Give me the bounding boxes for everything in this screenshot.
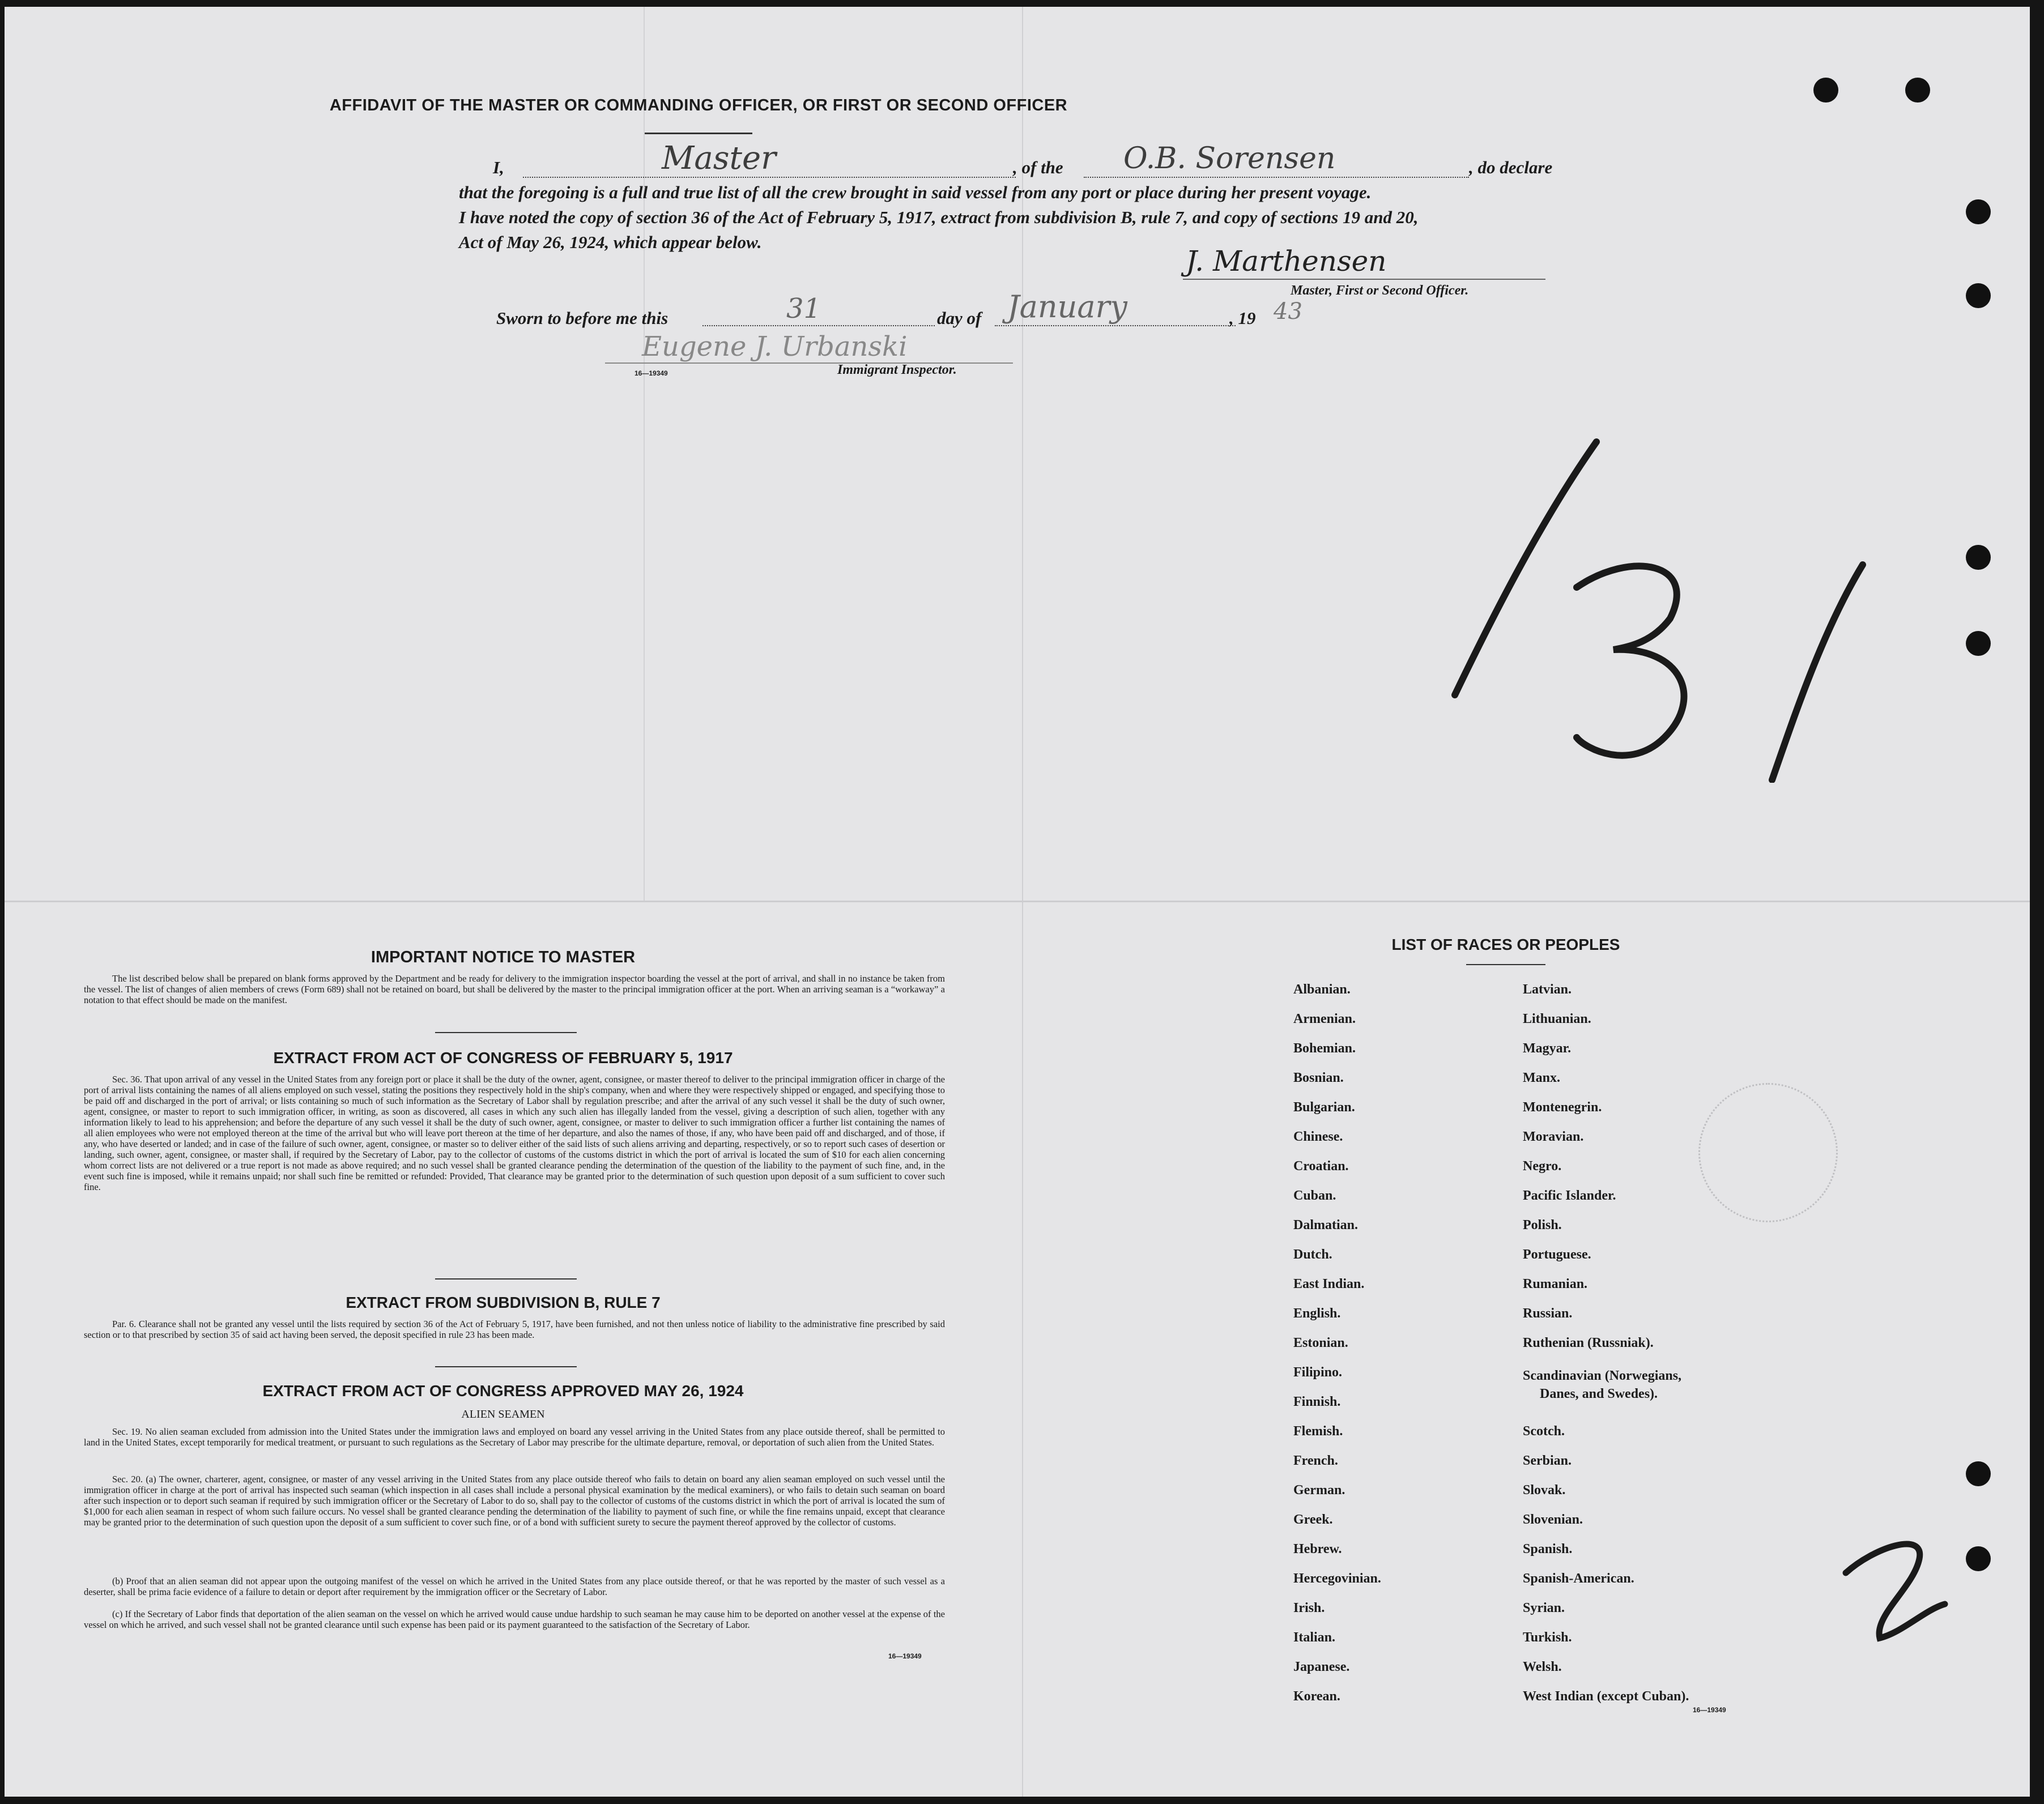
race-item: Lithuanian. (1523, 1012, 1591, 1026)
race-item: Slovenian. (1523, 1512, 1583, 1527)
inspector-signature: Eugene J. Urbanski (642, 331, 908, 362)
race-item: Flemish. (1293, 1424, 1343, 1439)
punch-hole (1966, 1546, 1991, 1571)
declaration-of-the: , of the (1013, 157, 1063, 177)
declaration-line-3: I have noted the copy of section 36 of the Act of February 5, 1917, extract from subdivision B, rule 7, and copy of sections 19 and 20, (459, 207, 1419, 227)
handwritten-date-annotation (1443, 432, 1874, 783)
race-item: Pacific Islander. (1523, 1188, 1616, 1203)
race-item: Slovak. (1523, 1483, 1566, 1498)
race-item: Latvian. (1523, 982, 1572, 997)
race-item: Cuban. (1293, 1188, 1336, 1203)
race-item: Spanish. (1523, 1542, 1573, 1556)
punch-hole (1905, 78, 1930, 103)
notice-title: IMPORTANT NOTICE TO MASTER (371, 948, 636, 966)
fold-crease-vertical-left (644, 7, 645, 902)
punch-hole (1813, 78, 1838, 103)
sworn-month: January (1007, 289, 1127, 325)
race-item: Ruthenian (Russniak). (1523, 1336, 1654, 1350)
section-20c-text: (c) If the Secretary of Labor finds that deportation of the alien seaman on the vessel on which he arrived would cause undue hardship to such seaman he may cause him to be deported on another vessel at the expense of the vessel on which he arrived, and such vessel shall not be granted clearance until such expense has been paid or its payment guaranteed to the satisfaction of the Secretary of Labor. (84, 1609, 945, 1630)
section-rule (435, 1278, 577, 1280)
notice-text: The list described below shall be prepared on blank forms approved by the Department and be ready for delivery to the immigration inspector boarding the vessel at the port of arrival, and shall in no instance be taken from the vessel. The list of changes of alien members of crews (Form 689) shall not be retained on board, but shall be delivered by the master to the principal immigration officer at the port. When an arriving seaman is a “workaway” a notation to that effect should be made on the manifest. (84, 973, 945, 1005)
race-item: Manx. (1523, 1071, 1560, 1085)
race-item: Estonian. (1293, 1336, 1348, 1350)
extract-1917-text: Sec. 36. That upon arrival of any vessel in the United States from any foreign port or place it shall be the duty of the owner, agent, consignee, or master thereof to deliver to the principal immigration officer in charge of the port of arrival lists containing the names of all aliens employed on such vessel, stating the positions they respectively hold in the ship's company, when and where they were respectively shipped or engaged, and specifying those to be paid off and discharged in the port of arrival; or lists containing so much of such information as the Secretary of Labor shall by regulation prescribe; and after the arrival of any such vessel it shall be the duty of such owner, agent, consignee, or master to report to such immigration officer, in writing, as soon as discovered, all cases in which any such alien has illegally landed from the vessel, giving a description of such alien, together with any information likely to lead to his apprehension; and before the departure of any such vessel it shall be the duty of such owner, agent, consignee, or master to deliver to such immigration officer a further list containing the names of all alien employees who were not employed thereon at the time of the arrival but who will leave port thereon at the time of her departure, and also the names of those, if any, who have been paid off and discharged, and of those, if any, who have deserted or landed; and in case of the failure of such owner, agent, consignee, or master so to deliver either of the said lists of such aliens arriving and departing, respectively, or so to report such cases of desertion or landing, such owner, agent, consignee, or master shall, if required by the Secretary of Labor, pay to the collector of customs of the customs district in which the port of arrival is located the sum of $10 for each alien concerning whom correct lists are not delivered or a true report is not made as above required; and no such vessel shall be granted clearance pending the determination of the question of the liability to the payment of such fine, and, in the event such fine is imposed, while it remains unpaid; nor shall such fine be remitted or refunded: Provided, That clearance may be granted prior to the determination of such question upon deposit of a sum sufficient to cover such fine. (84, 1074, 945, 1192)
race-item: Finnish. (1293, 1394, 1341, 1409)
race-item: Polish. (1523, 1218, 1562, 1232)
race-item: Bulgarian. (1293, 1100, 1355, 1115)
race-item: Danes, and Swedes). (1540, 1387, 1658, 1401)
race-item: Irish. (1293, 1601, 1325, 1615)
sworn-month-line (995, 325, 1236, 326)
master-entry-line (523, 177, 1016, 178)
declaration-i-label: I, (493, 157, 504, 177)
race-item: Hebrew. (1293, 1542, 1342, 1556)
punch-hole (1966, 199, 1991, 224)
race-item: Japanese. (1293, 1660, 1350, 1674)
race-item: German. (1293, 1483, 1345, 1498)
sworn-year: 43 (1274, 298, 1302, 325)
race-item: West Indian (except Cuban). (1523, 1689, 1689, 1704)
sworn-day-line (702, 325, 935, 326)
race-item: Welsh. (1523, 1660, 1562, 1674)
fold-crease-horizontal (5, 901, 2030, 902)
race-item: Turkish. (1523, 1630, 1572, 1645)
master-signature: J. Marthensen (1186, 245, 1387, 278)
section-rule (435, 1032, 577, 1033)
title-rule (645, 133, 752, 134)
extract-1917-title: EXTRACT FROM ACT OF CONGRESS OF FEBRUARY 5, 1917 (273, 1049, 733, 1067)
race-item: Scandinavian (Norwegians, (1523, 1368, 1682, 1383)
race-item: Moravian. (1523, 1129, 1584, 1144)
race-item: Bohemian. (1293, 1041, 1356, 1056)
sworn-day: 31 (786, 293, 821, 325)
subdivision-b-text: Par. 6. Clearance shall not be granted any vessel until the lists required by section 36 of the Act of February 5, 1917, have been furnished, and not then unless notice of liability to the administrative fine prescribed by said section or to that prescribed by section 35 of said act having been served, the deposit specified in rule 23 has been made. (84, 1319, 945, 1340)
race-item: Hercegovinian. (1293, 1571, 1381, 1586)
signature-caption: Master, First or Second Officer. (1291, 283, 1469, 298)
affidavit-title: AFFIDAVIT OF THE MASTER OR COMMANDING OFFICER, OR FIRST OR SECOND OFFICER (329, 96, 1068, 114)
race-item: Armenian. (1293, 1012, 1356, 1026)
vessel-entry-line (1084, 177, 1469, 178)
race-item: Serbian. (1523, 1453, 1572, 1468)
race-item: Dalmatian. (1293, 1218, 1358, 1232)
race-item: Italian. (1293, 1630, 1336, 1645)
year-prefix: , 19 (1229, 308, 1256, 328)
race-item: Montenegrin. (1523, 1100, 1602, 1115)
master-entry: Master (662, 140, 776, 177)
race-item: Magyar. (1523, 1041, 1572, 1056)
race-item: East Indian. (1293, 1277, 1365, 1291)
race-item: Scotch. (1523, 1424, 1565, 1439)
race-item: Chinese. (1293, 1129, 1343, 1144)
race-item: Filipino. (1293, 1365, 1343, 1380)
handwritten-page-number (1840, 1519, 1953, 1649)
punch-hole (1966, 545, 1991, 570)
races-title: LIST OF RACES OR PEOPLES (1391, 936, 1620, 953)
race-item: Albanian. (1293, 982, 1351, 997)
race-item: Spanish-American. (1523, 1571, 1634, 1586)
race-item: French. (1293, 1453, 1338, 1468)
section-20b-text: (b) Proof that an alien seaman did not appear upon the outgoing manifest of the vessel on which he arrived in the United States from any place outside thereof, or that he was reported by the master of such vessel as a deserter, shall be prima facie evidence of a failure to detain or deport after requirement by the immigration officer or the Secretary of Labor. (84, 1576, 945, 1597)
section-20a-text: Sec. 20. (a) The owner, charterer, agent, consignee, or master of any vessel arriving in the United States from any place outside thereof who fails to detain on board any alien seaman employed on such vessel until the immigration officer in charge at the port of arrival has inspected such seaman (which inspection in all cases shall include a personal physical examination by the medical examiners), or who fails to detain such seaman on board after such inspection or to deport such seaman if required by such immigration officer or the Secretary of Labor to do so, shall pay to the collector of customs of the customs district in which the port of arrival is located the sum of $1,000 for each alien seaman in respect of whom such failure occurs. No vessel shall be granted clearance pending the determination of the liability to payment of such fine, or while the fine remains unpaid, except that clearance may be granted prior to the determination of such question upon the deposit of a sum sufficient to cover such fine, or of a bond with sufficient surety to secure the payment thereof approved by the collector of customs. (84, 1474, 945, 1528)
race-item: Portuguese. (1523, 1247, 1591, 1262)
punch-hole (1966, 283, 1991, 308)
sworn-label: Sworn to before me this (496, 308, 668, 328)
form-number-bottom-left: 16—19349 (888, 1652, 922, 1660)
document-sheet (5, 7, 2030, 1797)
race-item: Korean. (1293, 1689, 1340, 1704)
vessel-entry: O.B. Sorensen (1123, 142, 1336, 176)
race-item: Greek. (1293, 1512, 1333, 1527)
punch-hole (1966, 1461, 1991, 1486)
faint-seal-stamp (1698, 1083, 1838, 1222)
form-number-top: 16—19349 (635, 369, 668, 377)
race-item: Bosnian. (1293, 1071, 1344, 1085)
race-item: Russian. (1523, 1306, 1573, 1321)
declaration-do-declare: , do declare (1469, 157, 1553, 177)
signature-line (1183, 279, 1545, 280)
race-item: Dutch. (1293, 1247, 1332, 1262)
declaration-line-2: that the foregoing is a full and true list of all the crew brought in said vessel from any port or place during her present voyage. (459, 182, 1372, 202)
race-item: Rumanian. (1523, 1277, 1588, 1291)
extract-1924-title: EXTRACT FROM ACT OF CONGRESS APPROVED MAY 26, 1924 (262, 1382, 744, 1400)
punch-hole (1966, 631, 1991, 656)
section-19-text: Sec. 19. No alien seaman excluded from admission into the United States under the immigration laws and employed on board any vessel arriving in the United States from any place outside thereof, shall be permitted to land in the United States, except temporarily for medical treatment, or pursuant to such regulations as the Secretary of Labor may prescribe for the ultimate departure, removal, or deportation of such alien from the United States. (84, 1426, 945, 1448)
races-title-rule (1466, 964, 1545, 965)
declaration-line-4: Act of May 26, 1924, which appear below. (459, 232, 762, 252)
section-rule (435, 1366, 577, 1367)
day-of-label: day of (937, 308, 982, 328)
race-item: Negro. (1523, 1159, 1562, 1174)
race-item: English. (1293, 1306, 1341, 1321)
form-number-bottom-right: 16—19349 (1693, 1706, 1726, 1714)
subdivision-b-title: EXTRACT FROM SUBDIVISION B, RULE 7 (346, 1294, 661, 1311)
race-item: Croatian. (1293, 1159, 1349, 1174)
inspector-caption: Immigrant Inspector. (837, 362, 957, 377)
race-item: Syrian. (1523, 1601, 1565, 1615)
alien-seamen-subtitle: ALIEN SEAMEN (461, 1408, 545, 1421)
